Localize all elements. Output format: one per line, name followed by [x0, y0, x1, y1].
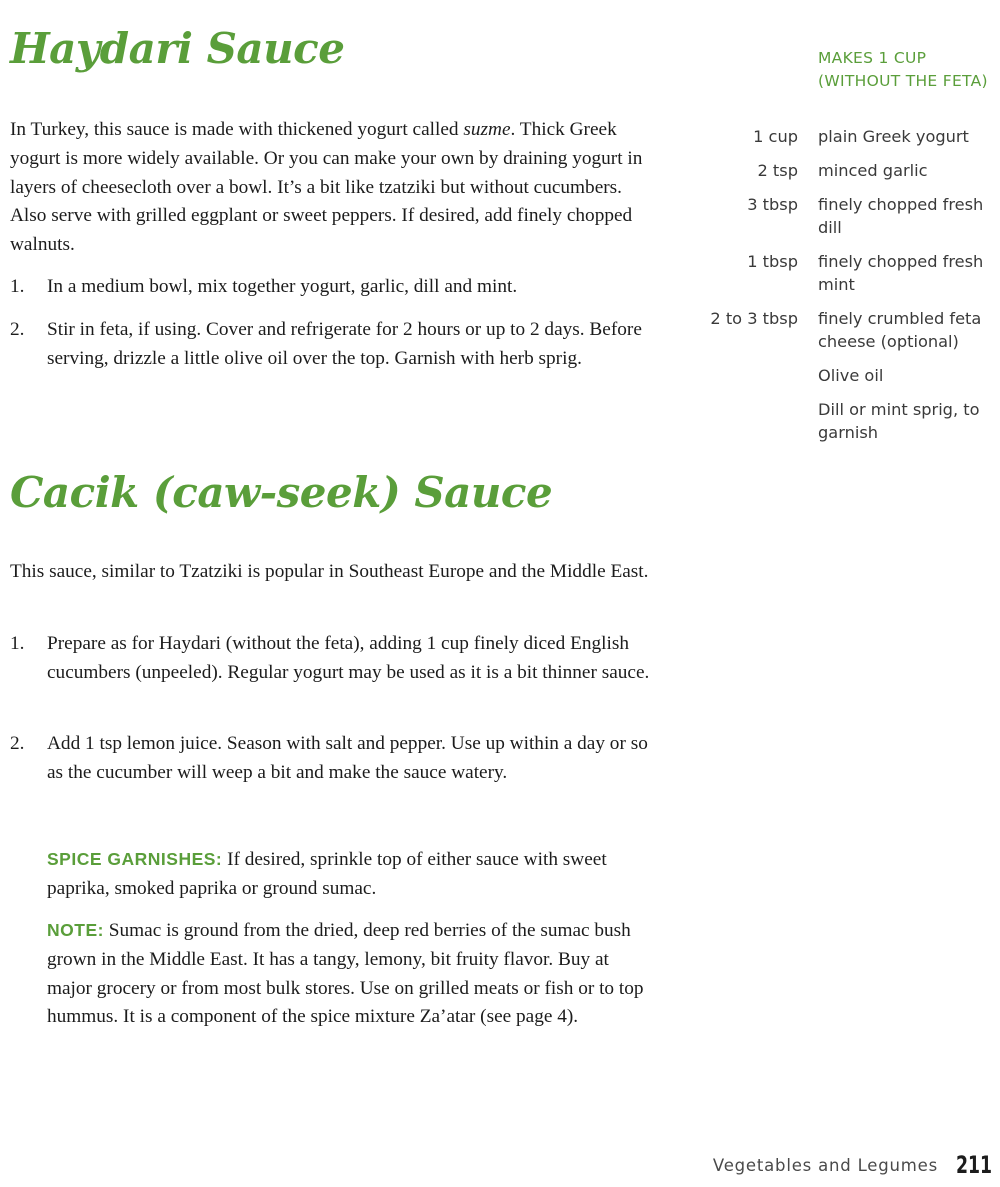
recipe-title-cacik: Cacik (caw-seek) Sauce	[10, 468, 553, 517]
page-number: 211	[955, 1151, 992, 1179]
recipe-title-haydari: Haydari Sauce	[10, 24, 345, 73]
sumac-note: NOTE: Sumac is ground from the dried, deep red berries of the sumac bush grown in the Middle East. It has a tangy, lemony, bit fruity flavor. Buy at major grocery or from most bulk stores. Use on grilled meats or fish or to top hummus. It is a component of the spice mixture Za’atar (see page 4).	[47, 920, 644, 1028]
recipe-step: 2. Add 1 tsp lemon juice. Season with salt and pepper. Use up within a day or so as the cucumber will weep a bit and make the sauce watery.	[10, 733, 648, 783]
recipe-step: 2. Stir in feta, if using. Cover and refrigerate for 2 hours or up to 2 days. Before serving, drizzle a little olive oil over the top. Garnish with herb sprig.	[10, 319, 642, 369]
spice-garnishes-label: SPICE GARNISHES:	[47, 849, 223, 869]
footer-section-title: Vegetables and Legumes	[712, 1156, 938, 1175]
yield-heading: MAKES 1 CUP (WITHOUT THE FETA)	[818, 49, 988, 90]
note-label: NOTE:	[47, 920, 104, 940]
suzme-term: suzme	[463, 119, 511, 140]
spice-garnishes-note: SPICE GARNISHES: If desired, sprinkle top of either sauce with sweet paprika, smoked paprika or ground sumac.	[47, 849, 607, 899]
recipe-step: 1. Prepare as for Haydari (without the feta), adding 1 cup finely diced English cucumbers (unpeeled). Regular yogurt may be used as it is a bit thinner sauce.	[10, 633, 650, 683]
recipe-step: 1. In a medium bowl, mix together yogurt, garlic, dill and mint.	[10, 276, 518, 297]
recipe-intro-haydari: In Turkey, this sauce is made with thickened yogurt called suzme. Thick Greek yogurt is more widely available. Or you can make your own by draining yogurt in layers of cheesecloth over a bowl. It’s a bit like tzatziki but without cucumbers. Also serve with grilled eggplant or sweet peppers. If desired, add finely chopped walnuts.	[10, 119, 643, 256]
recipe-intro-cacik: This sauce, similar to Tzatziki is popular in Southeast Europe and the Middle East.	[10, 561, 649, 582]
